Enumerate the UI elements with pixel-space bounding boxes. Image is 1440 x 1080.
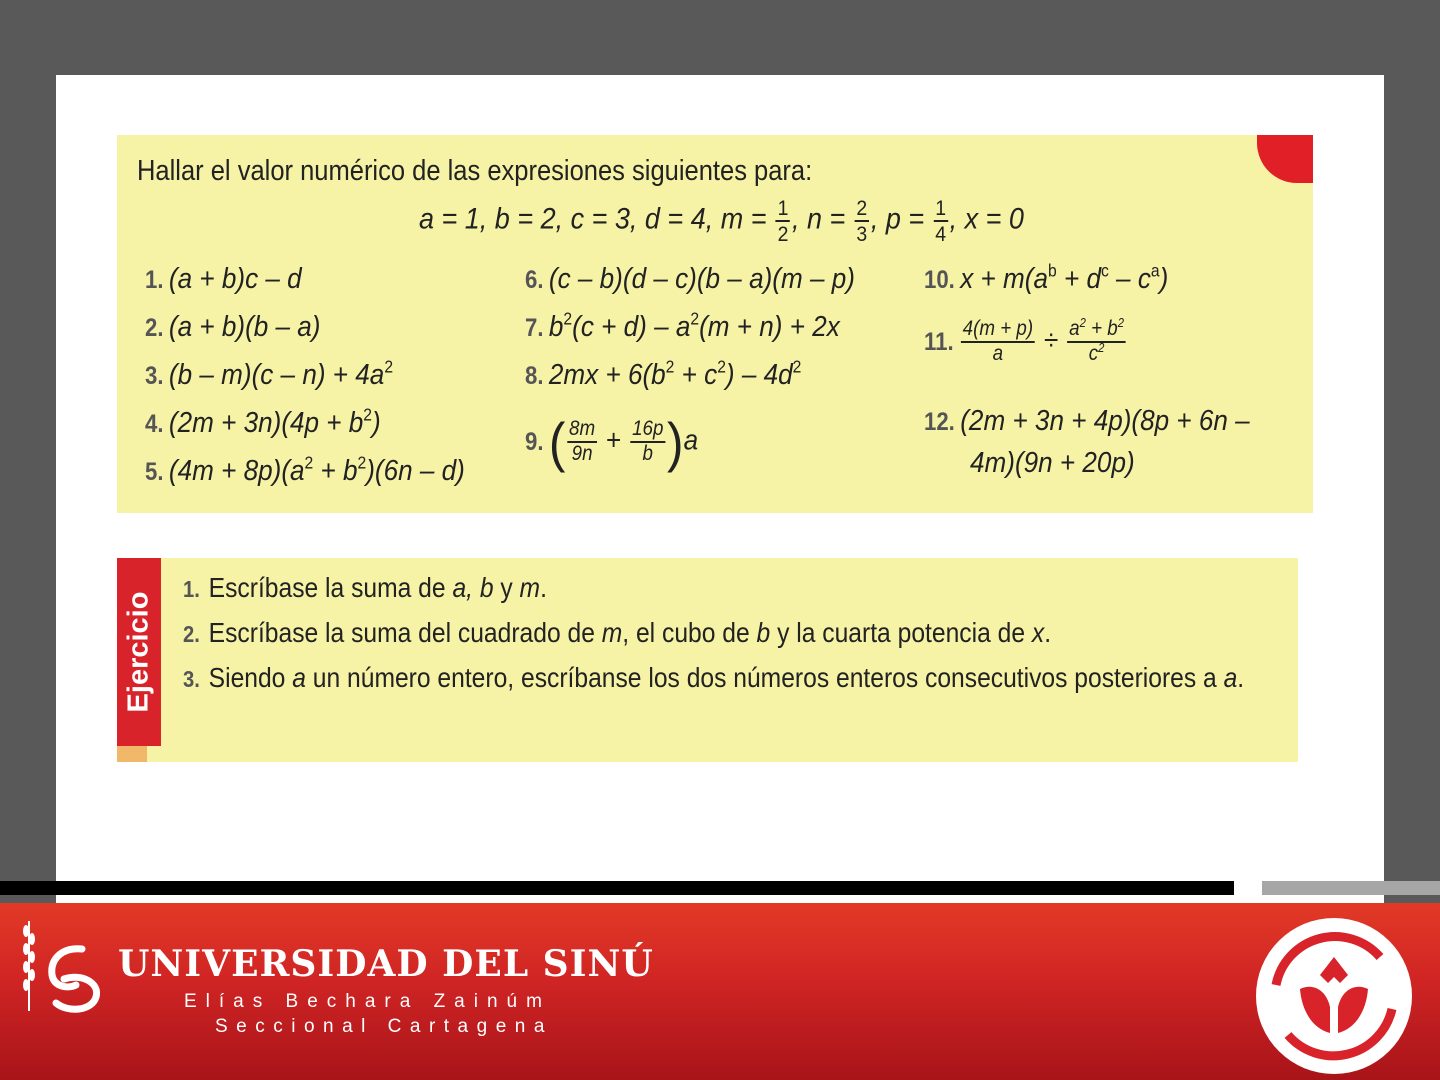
fraction-8m-9n: $\frac{8m}{9n}$ xyxy=(569,417,596,465)
variable-values xyxy=(419,197,1024,244)
expression-2: 2. (a + b)(b – a) xyxy=(145,311,321,343)
fraction-16p-b: $\frac{16p}{b}$ xyxy=(632,417,664,465)
exercise-item-3: 3. Siendo a un número entero, escríbanse los dos números enteros consecutivos posteriores a a. xyxy=(183,662,1245,693)
m-fraction: $\frac{1}{2}$ xyxy=(777,195,789,246)
p-fraction: $\frac{1}{4}$ xyxy=(935,195,947,246)
university-logo-icon xyxy=(42,943,104,1015)
numeric-value-exercise-box xyxy=(117,135,1313,513)
expression-10: 10. $x + m(a^b + d^c - c^a)$ xyxy=(924,260,1169,295)
wheat-icon xyxy=(22,917,36,1013)
values-prefix: a = 1, b = 2, c = 3, d = 4, m = xyxy=(419,202,767,236)
expression-3: 3. $(b - m)(c - n) + 4a^2$ xyxy=(145,356,394,391)
expression-4: 4. $(2m + 3n)(4p + b^2)$ xyxy=(145,404,381,439)
expression-11: 11. $\frac{4(m + p)}{a}$ ÷ $\frac{a^2 + b^2}{c^2}$ xyxy=(924,315,1125,365)
expression-1: 1. (a + b)c – d xyxy=(145,263,302,295)
university-founder: Elías Bechara Zainúm xyxy=(184,991,551,1012)
university-campus: Seccional Cartagena xyxy=(215,1016,553,1037)
expression-6: 6. (c – b)(d – c)(b – a)(m – p) xyxy=(525,263,855,295)
footer-divider-gray xyxy=(1262,881,1440,895)
expression-12-line2: 4m)(9n + 20p) xyxy=(970,447,1135,479)
footer-divider-black xyxy=(0,881,1234,895)
exercise-tab xyxy=(117,558,161,746)
exercise-tab-label: Ejercicio xyxy=(122,591,155,713)
expression-5: 5. $(4m + 8p)(a^2 + b^2)(6n - d)$ xyxy=(145,452,465,487)
exercise-item-1: 1. Escríbase la suma de a, b y m. xyxy=(183,572,547,603)
n-fraction: $\frac{2}{3}$ xyxy=(856,195,868,246)
university-footer xyxy=(0,903,1440,1080)
red-corner-tab xyxy=(1257,135,1313,183)
instruction-text: Hallar el valor numérico de las expresiones siguientes para: xyxy=(137,155,813,187)
fraction-4mp-a: $\frac{4(m + p)}{a}$ xyxy=(962,317,1034,365)
exercise-box xyxy=(117,558,1298,762)
expression-9: 9.( $\frac{8m}{9n}$ + $\frac{16p}{b}$ )a xyxy=(525,410,699,473)
university-emblem-icon xyxy=(1250,917,1418,1075)
n-label: , n = xyxy=(791,202,846,236)
expression-7: 7. $b^2(c + d) - a^2(m + n) + 2x$ xyxy=(525,308,840,343)
p-label: , p = xyxy=(870,202,925,236)
fraction-a2b2-c2: $\frac{a^2 + b^2}{c^2}$ xyxy=(1069,315,1125,365)
expression-8: 8. $2mx + 6(b^2 + c^2) - 4d^2$ xyxy=(525,356,802,391)
exercise-tab-accent xyxy=(117,746,147,762)
values-suffix: , x = 0 xyxy=(949,202,1024,236)
university-name: UNIVERSIDAD DEL SINÚ xyxy=(118,943,654,985)
expression-12-line1: 12. (2m + 3n + 4p)(8p + 6n – xyxy=(924,405,1250,437)
exercise-item-2: 2. Escríbase la suma del cuadrado de m, el cubo de b y la cuarta potencia de x. xyxy=(183,617,1052,648)
